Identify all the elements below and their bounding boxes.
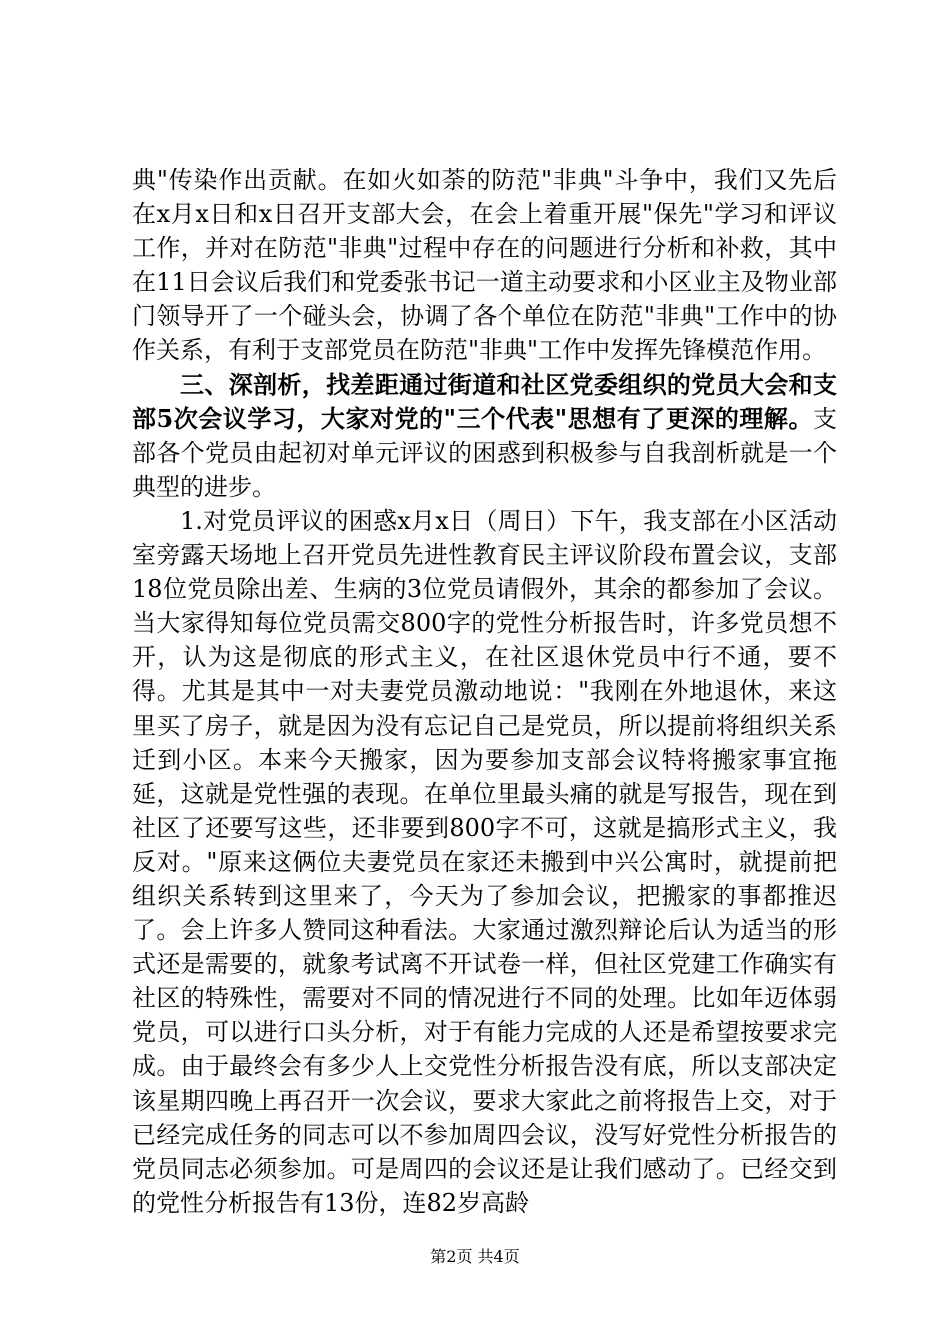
page-footer: 第2页 共4页 — [430, 1247, 520, 1266]
section-heading-3: 三、深剖析，找差距通过街道和社区党委组织的党员大会和支部5次会议学习，大家对党的"三个代表"思想有了更深的理解。 — [132, 369, 837, 433]
paragraph-3-text: 1.对党员评议的困惑x月x日（周日）下午，我支部在小区活动室旁露天场地上召开党员先进性教育民主评议阶段布置会议，支部18位党员除出差、生病的3位党员请假外，其余的都参加了会议。当大家得知每位党员需交800字的党性分析报告时，许多党员想不开，认为这是彻底的形式主义，在社区退休党员中行不通，要不得。尤其是其中一对夫妻党员激动地说："我刚在外地退休，来这里买了房子，就是因为没有忘记自己是党员，所以提前将组织关系迁到小区。本来今天搬家，因为要参加支部会议特将搬家事宜拖延，这就是党性强的表现。在单位里最头痛的就是写报告，现在到社区了还要写这些，还非要到800字不可，这就是搞形式主义，我反对。"原来这俩位夫妻党员在家还未搬到中兴公寓时，就提前把组织关系转到这里来了，今天为了参加会议，把搬家的事都推迟了。会上许多人赞同这种看法。大家通过激烈辩论后认为适当的形式还是需要的，就象考试离不开试卷一样，但社区党建工作确实有社区的特殊性，需要对不同的情况进行不同的处理。比如年迈体弱党员，可以进行口头分析，对于有能力完成的人还是希望按要求完成。由于最终会有多少人上交党性分析报告没有底，所以支部决定该星期四晚上再召开一次会议，要求大家此之前将报告上交，对于已经完成任务的同志可以不参加周四会议，没写好党性分析报告的党员同志必须参加。可是周四的会议还是让我们感动了。已经交到的党性分析报告有13份，连82岁高龄 — [132, 506, 837, 1217]
paragraph-2 — [132, 368, 837, 504]
paragraph-3 — [132, 504, 837, 1220]
document-body — [132, 163, 837, 1220]
paragraph-1 — [132, 163, 837, 368]
paragraph-1-text: 典"传染作出贡献。在如火如荼的防范"非典"斗争中，我们又先后在x月x日和x日召开支部大会，在会上着重开展"保先"学习和评议工作，并对在防范"非典"过程中存在的问题进行分析和补救，其中在11日会议后我们和党委张书记一道主动要求和小区业主及物业部门领导开了一个碰头会，协调了各个单位在防范"非典"工作中的协作关系，有利于支部党员在防范"非典"工作中发挥先锋模范作用。 — [132, 166, 837, 365]
paragraph-2-text: 支部各个党员由起初对单元评议的困惑到积极参与自我剖析就是一个典型的进步。 — [132, 404, 837, 501]
